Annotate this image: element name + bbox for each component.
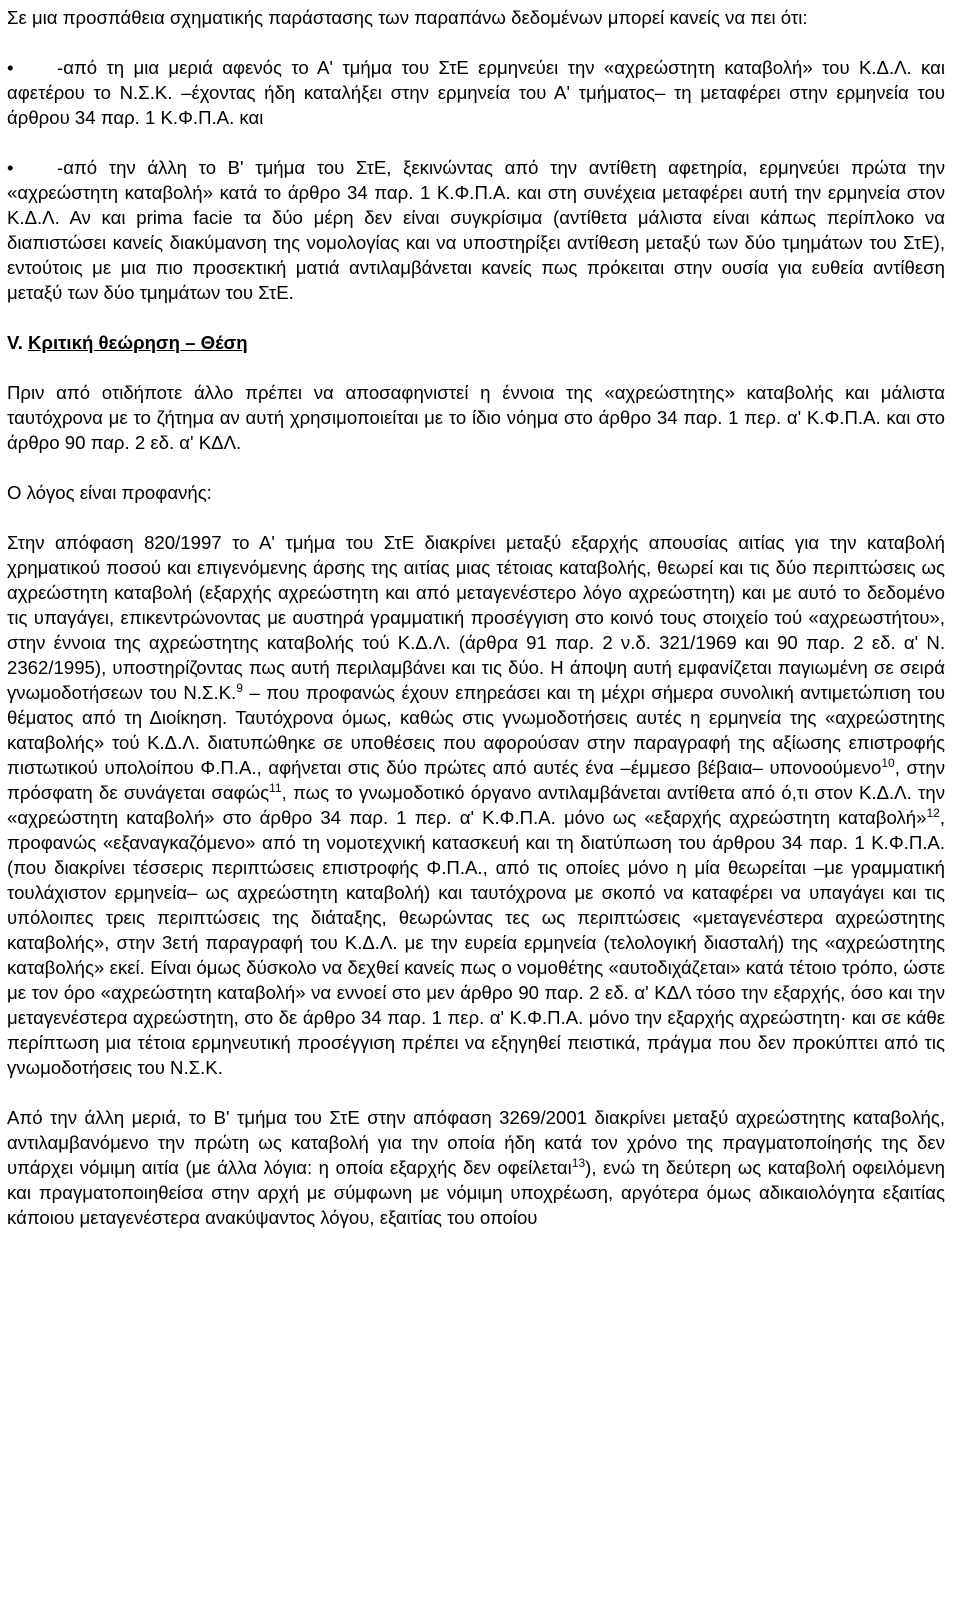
bullet-icon: • bbox=[7, 157, 14, 178]
paragraph-4-part-a: Από την άλλη μεριά, το Β' τμήμα του ΣτΕ στην απόφαση 3269/2001 διακρίνει μεταξύ αχρεώστητης καταβολής, αντιλαμβανόμενο την πρώτη ως καταβολή για την οποία ήδη κατά τον χρόνο της πραγματοποίησής της δεν υπάρχει νόμιμη αιτία (με άλλα λόγια: η οποία εξαρχής δεν οφείλεται bbox=[7, 1107, 945, 1178]
footnote-ref-13: 13 bbox=[571, 1156, 586, 1170]
paragraph-3-part-b: – που προφανώς έχουν επηρεάσει και τη μέχρι σήμερα συνολική αντιμετώπιση του θέματος από τη Διοίκηση. Ταυτόχρονα όμως, καθώς στις γνωμοδοτήσεις αυτές η ερμηνεία της «αχρεώστητης καταβολής» τού Κ.Δ.Λ. διατυπώθηκε σε υποθέσεις που αφορούσαν στην παραγραφή της αξίωσης επιστροφής πιστωτικού υπολοίπου Φ.Π.Α., αφήνεται στις δύο πρώτες από αυτές ένα –έμμεσο βέβαια– υπονοούμενο bbox=[7, 682, 945, 778]
spacer bbox=[7, 30, 945, 55]
bullet-item-1 bbox=[7, 55, 945, 130]
document-page bbox=[7, 5, 945, 1230]
paragraph-3-part-e: , προφανώς «εξαναγκαζόμενο» από τη νομοτεχνική κατασκευή και τη διατύπωση του άρθρου 34 παρ. 1 Κ.Φ.Π.Α. (που διακρίνει τέσσερις περιπτώσεις επιστροφής Φ.Π.Α., από τις οποίες μόνο η μία θεωρείται –με γραμματική τουλάχιστον ερμηνεία– ως αχρεώστητη καταβολή) και ταυτόχρονα με σκοπό να καταφέρει να υπαγάγει και τις υπόλοιπες τρεις περιπτώσεις της διάταξης, θεωρώντας τες ως περιπτώσεις «μεταγενέστερα αχρεώστητης καταβολής», στην 3ετή παραγραφή του Κ.Δ.Λ. με την ευρεία ερμηνεία (τελολογική διασταλή) της «αχρεώστητης καταβολής» εκεί. Είναι όμως δύσκολο να δεχθεί κανείς πως ο νομοθέτης «αυτοδιχάζεται» κατά τέτοιο τρόπο, ώστε με τον όρο «αχρεώστητη καταβολή» να εννοεί στο μεν άρθρο 90 παρ. 2 εδ. α' ΚΔΛ τόσο την εξαρχής, όσο και την μεταγενέστερα αχρεώστητη, στο δε άρθρο 34 παρ. 1 περ. α' Κ.Φ.Π.Α. μόνο την εξαρχής αχρεώστητη· και σε κάθε περίπτωση μια τέτοια ερμηνευτική προσέγγιση πρέπει να εξηγηθεί πειστικά, πράγμα που δεν προκύπτει από τις γνωμοδοτήσεις του Ν.Σ.Κ. bbox=[7, 807, 945, 1078]
paragraph-3-part-d: , πως το γνωμοδοτικό όργανο αντιλαμβάνεται αντίθετα από ό,τι στον Κ.Δ.Λ. την «αχρεώστητη καταβολή» στο άρθρο 34 παρ. 1 περ. α' Κ.Φ.Π.Α. μόνο ως «εξαρχής αχρεώστητη καταβολή» bbox=[7, 782, 945, 828]
footnote-ref-9: 9 bbox=[236, 681, 243, 695]
section-heading bbox=[7, 330, 945, 355]
section-heading-number: V. bbox=[7, 332, 29, 353]
footnote-ref-10: 10 bbox=[881, 756, 895, 770]
section-heading-text: Κριτική θεώρηση – Θέση bbox=[28, 332, 248, 353]
spacer bbox=[7, 130, 945, 155]
bullet-item-2 bbox=[7, 155, 945, 305]
footnote-ref-12: 12 bbox=[926, 806, 940, 820]
spacer bbox=[7, 305, 945, 330]
paragraph-4-part-b: ), ενώ τη δεύτερη ως καταβολή οφειλόμενη και πραγματοποιηθείσα στην αρχή με σύμφωνη με νόμιμη υποχρέωση, αργότερα όμως αδικαιολόγητα εξαιτίας κάποιου μεταγενέστερα ανακύψαντος λόγου, εξαιτίας του οποίου bbox=[7, 1157, 945, 1228]
paragraph-3-part-a: Στην απόφαση 820/1997 το Α' τμήμα του ΣτΕ διακρίνει μεταξύ εξαρχής απουσίας αιτίας για την καταβολή χρηματικού ποσού και επιγενόμενης άρσης της αιτίας μιας τέτοιας καταβολής, θεωρεί και τις δύο περιπτώσεις ως αχρεώστητη καταβολή (εξαρχής αχρεώστητη και από μεταγενέστερο λόγο αχρεώστητη) και με αυτό το δεδομένο τις υπαγάγει, επικεντρώνοντας με αυστηρά γραμματική προσέγγιση στο κοινό τους στοιχείο τού «αχρεωστήτου», στην έννοια της αχρεώστητης καταβολής τού Κ.Δ.Λ. (άρθρα 91 παρ. 2 ν.δ. 321/1969 και 90 παρ. 2 εδ. α' Ν. 2362/1995), υποστηρίζοντας πως αυτή περιλαμβάνει και τις δύο. Η άποψη αυτή εμφανίζεται παγιωμένη σε σειρά γνωμοδοτήσεων του Ν.Σ.Κ. bbox=[7, 532, 945, 703]
spacer bbox=[7, 1080, 945, 1105]
paragraph-2: Ο λόγος είναι προφανής: bbox=[7, 482, 212, 503]
paragraph-4 bbox=[7, 1105, 945, 1230]
spacer bbox=[7, 355, 945, 380]
spacer bbox=[7, 455, 945, 480]
spacer bbox=[7, 505, 945, 530]
bullet-item-2-text: -από την άλλη το Β' τμήμα του ΣτΕ, ξεκινώντας από την αντίθετη αφετηρία, ερμηνεύει πρώτα την «αχρεώστητη καταβολή» κατά το άρθρο 34 παρ. 1 Κ.Φ.Π.Α. και στη συνέχεια μεταφέρει αυτή την ερμηνεία στον Κ.Δ.Λ. Αν και prima facie τα δύο μέρη δεν είναι συγκρίσιμα (αντίθετα μάλιστα είναι κάπως περίπλοκο να διαπιστώσει κανείς διακύμανση της νομολογίας και να υποστηρίξει αντίθεση μεταξύ των δύο τμημάτων του ΣτΕ), εντούτοις με μια πιο προσεκτική ματιά αντιλαμβάνεται κανείς πως πρόκειται στην ουσία για ευθεία αντίθεση μεταξύ των δύο τμημάτων του ΣτΕ. bbox=[7, 157, 945, 303]
footnote-ref-11: 11 bbox=[269, 781, 282, 795]
paragraph-3-part-c: , στην πρόσφατη δε συνάγεται σαφώς bbox=[7, 757, 946, 803]
intro-paragraph: Σε μια προσπάθεια σχηματικής παράστασης των παραπάνω δεδομένων μπορεί κανείς να πει ότι: bbox=[7, 7, 808, 28]
bullet-item-1-text: -από τη μια μεριά αφενός το Α' τμήμα του ΣτΕ ερμηνεύει την «αχρεώστητη καταβολή» του Κ.Δ.Λ. και αφετέρου το Ν.Σ.Κ. –έχοντας ήδη καταλήξει στην ερμηνεία του Α' τμήματος– τη μεταφέρει στην ερμηνεία του άρθρου 34 παρ. 1 Κ.Φ.Π.Α. και bbox=[7, 57, 945, 128]
bullet-icon: • bbox=[7, 57, 14, 78]
paragraph-3 bbox=[7, 530, 945, 1080]
paragraph-1: Πριν από οτιδήποτε άλλο πρέπει να αποσαφηνιστεί η έννοια της «αχρεώστητης» καταβολής και μάλιστα ταυτόχρονα με το ζήτημα αν αυτή χρησιμοποιείται με το ίδιο νόημα στο άρθρο 34 παρ. 1 περ. α' Κ.Φ.Π.Α. και στο άρθρο 90 παρ. 2 εδ. α' ΚΔΛ. bbox=[7, 382, 945, 453]
